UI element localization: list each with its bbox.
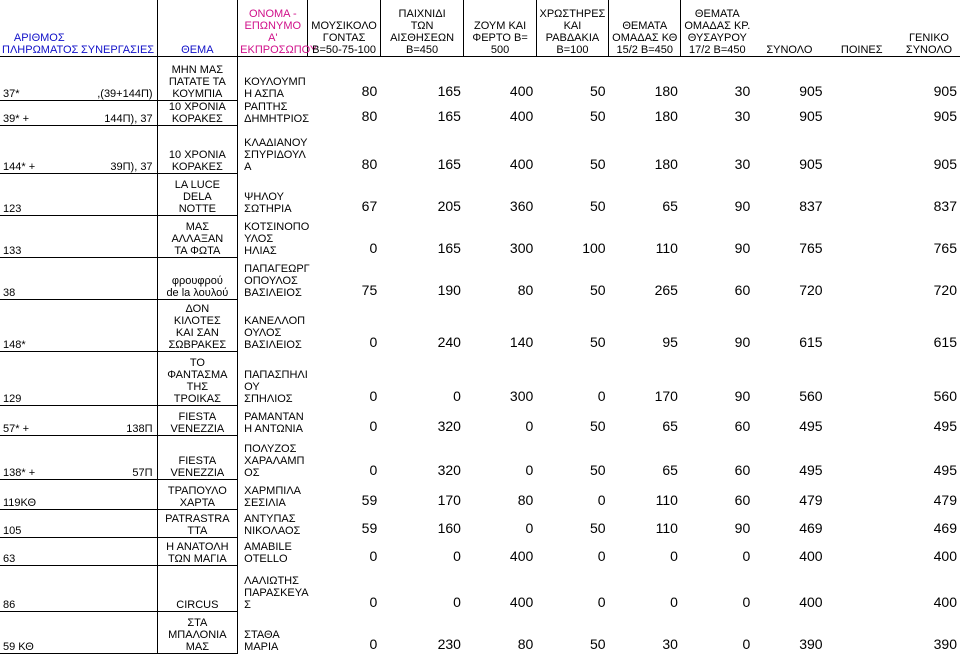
cell-themata-kth: 65: [662, 198, 678, 214]
cell-synergasies: [79, 299, 158, 351]
cell-themata-kth: 265: [654, 282, 678, 298]
cell-synergasies: [79, 351, 158, 405]
header-row: [0, 0, 960, 56]
cell-paixnidia: 165: [437, 83, 461, 99]
thema-line: PATRASTRA: [165, 512, 230, 525]
cell-paixnidia: 160: [437, 520, 461, 536]
thema-line: VENEZZIA: [170, 422, 225, 435]
onoma-line: ΑΝΤΥΠΑΣ: [244, 513, 296, 525]
cell-paixnidia: 230: [437, 636, 461, 652]
cell-thema: [157, 509, 238, 537]
thema-line: VENEZZIA: [170, 466, 225, 479]
cell-poines: [826, 537, 898, 565]
cell-mousikologontas: 0: [369, 548, 378, 564]
table-row: [0, 56, 960, 100]
cell-mousikologontas: 0: [369, 334, 378, 350]
cell-poines: [826, 125, 898, 173]
cell-themata-thysaurou: 90: [734, 388, 751, 404]
cell-zoum: 400: [509, 548, 534, 564]
table-row: [0, 611, 960, 653]
onoma-line: ΒΑΣΙΛΕΙΟΣ: [244, 287, 302, 299]
onoma-line: ΥΛΟΣ ΗΛΙΑΣ: [244, 233, 277, 257]
cell-xrwsthres: 50: [590, 83, 606, 99]
cell-thema: [157, 351, 238, 405]
thema-line: ΑΛΛΑΞΑΝ: [171, 232, 224, 245]
thema-line: 10 ΧΡΟΝΙΑ: [168, 148, 226, 161]
cell-mousikologontas: 0: [369, 462, 378, 478]
cell-onoma: [238, 611, 308, 653]
cell-arithmos: 123: [0, 173, 79, 215]
thema-line: ΤΡΟΙΚΑΣ: [173, 392, 221, 405]
onoma-line: ΧΑΡΜΠΙΛΑ: [244, 485, 302, 497]
thema-line: FIESTA: [178, 454, 217, 467]
thema-line: FIESTA: [178, 410, 217, 423]
cell-geniko-synolo: 905: [933, 108, 957, 124]
onoma-line: OTELLO: [244, 553, 288, 565]
cell-synergasies: [79, 537, 158, 565]
cell-synolo: 905: [799, 156, 823, 172]
cell-mousikologontas: 75: [361, 282, 378, 298]
thema-line: ΦΑΝΤΑΣΜΑ: [167, 368, 228, 381]
cell-mousikologontas: 0: [369, 594, 378, 610]
cell-zoum: 0: [525, 520, 534, 536]
cell-thema: [157, 100, 238, 125]
thema-line: DELA: [182, 190, 212, 203]
cell-zoum: 400: [509, 83, 534, 99]
cell-synolo: 390: [799, 636, 823, 652]
thema-line: ΜΑΣ: [185, 640, 210, 653]
cell-mousikologontas: 59: [361, 520, 378, 536]
cell-thema: [157, 56, 238, 100]
cell-synergasies: [79, 215, 158, 257]
onoma-line: ΟΥΛΟΣ: [244, 327, 282, 339]
header-geniko-synolo: ΓΕΝΙΚΟ ΣΥΝΟΛΟ: [898, 0, 960, 56]
onoma-line: ΚΑΝΕΛΛΟΠ: [244, 315, 306, 327]
cell-zoum: 400: [509, 108, 534, 124]
header-xrwsthres: ΧΡΩΣΤΗΡΕΣ ΚΑΙ ΡΑΒΔΑΚΙΑ Β=100: [536, 0, 608, 56]
cell-geniko-synolo: 720: [933, 282, 957, 298]
cell-poines: [826, 100, 898, 125]
cell-xrwsthres: 0: [597, 548, 606, 564]
cell-themata-thysaurou: 30: [734, 156, 751, 172]
cell-geniko-synolo: 400: [933, 548, 957, 564]
header-poines: ΠΟΙΝΕΣ: [826, 0, 898, 56]
table-row: [0, 215, 960, 257]
cell-xrwsthres: 0: [597, 388, 606, 404]
cell-xrwsthres: 50: [590, 108, 606, 124]
cell-paixnidia: 0: [453, 594, 461, 610]
thema-line: TTA: [187, 524, 208, 537]
cell-zoum: 80: [517, 282, 534, 298]
header-onoma: ΟΝΟΜΑ - ΕΠΩΝΥΜΟ Α' ΕΚΠΡΟΣΩΠΟΥ: [238, 0, 308, 56]
cell-synergasies: ,(39+144Π): [79, 56, 158, 100]
cell-synergasies: 144Π), 37: [79, 100, 158, 125]
table-row: [0, 565, 960, 611]
cell-synergasies: [79, 565, 158, 611]
cell-synolo: 560: [799, 388, 823, 404]
thema-line: ΤΑ ΦΩΤΑ: [174, 244, 221, 257]
cell-paixnidia: 165: [437, 108, 461, 124]
onoma-line: ΣΕΣΙΛΙΑ: [244, 497, 286, 509]
cell-geniko-synolo: 479: [933, 492, 957, 508]
cell-paixnidia: 165: [437, 156, 461, 172]
cell-themata-kth: 65: [662, 462, 678, 478]
thema-line: ΔΟΝ: [185, 302, 210, 315]
cell-onoma: [238, 299, 308, 351]
cell-mousikologontas: 67: [361, 198, 378, 214]
cell-themata-thysaurou: 60: [734, 492, 751, 508]
cell-geniko-synolo: 905: [933, 156, 957, 172]
onoma-line: ΟΥ: [244, 381, 260, 393]
cell-synergasies: [79, 173, 158, 215]
cell-themata-kth: 170: [654, 388, 678, 404]
cell-synolo: 720: [799, 282, 823, 298]
cell-themata-kth: 110: [655, 492, 678, 508]
onoma-line: ΡΑΜΑΝΤΑΝ: [244, 411, 304, 423]
onoma-line: ΠΑΡΑΣΚΕΥΑ: [244, 587, 309, 599]
cell-mousikologontas: 0: [369, 636, 378, 652]
header-paixnidia: ΠΑΙΧΝΙΔΙ ΤΩΝ ΑΙΣΘΗΣΕΩΝ Β=450: [380, 0, 464, 56]
table-row: [0, 537, 960, 565]
cell-onoma: [238, 100, 308, 125]
cell-poines: [826, 215, 898, 257]
cell-arithmos: 144* +: [0, 125, 79, 173]
cell-synergasies: 57Π: [79, 435, 158, 479]
header-mousikologontas: ΜΟΥΣΙΚΟΛΟ ΓΟΝΤΑΣ Β=50-75-100: [308, 0, 380, 56]
thema-line: ΜΠΑΛΟΝΙΑ: [168, 628, 227, 641]
onoma-line: ΣΠΥΡΙΔΟΥΛ: [244, 149, 306, 161]
onoma-line: ΠΑΠΑΣΠΗΛΙ: [244, 369, 308, 381]
cell-arithmos: 133: [0, 215, 79, 257]
cell-themata-kth: 0: [670, 594, 678, 610]
cell-themata-kth: 30: [662, 636, 678, 652]
cell-themata-kth: 180: [654, 83, 678, 99]
cell-synergasies: [79, 509, 158, 537]
thema-line: de la λουλού: [166, 286, 229, 299]
cell-thema: [157, 405, 238, 435]
cell-xrwsthres: 50: [590, 636, 606, 652]
cell-xrwsthres: 50: [590, 334, 606, 350]
table-row: [0, 435, 960, 479]
cell-mousikologontas: 80: [361, 108, 378, 124]
onoma-line: ΚΟΥΛΟΥΜΠ: [244, 76, 306, 88]
cell-onoma: [238, 56, 308, 100]
cell-paixnidia: 0: [453, 388, 461, 404]
cell-themata-thysaurou: 90: [734, 240, 751, 256]
cell-onoma: [238, 479, 308, 509]
cell-themata-thysaurou: 0: [742, 594, 751, 610]
cell-themata-kth: 95: [662, 334, 678, 350]
header-arithmos: ΑΡΙΘΜΟΣ ΠΛΗΡΩΜΑΤΟΣ: [0, 0, 79, 56]
cell-geniko-synolo: 495: [933, 462, 957, 478]
cell-geniko-synolo: 560: [933, 388, 957, 404]
cell-zoum: 360: [509, 198, 534, 214]
cell-paixnidia: 170: [437, 492, 461, 508]
thema-line: ΤΟ: [189, 356, 205, 369]
cell-poines: [826, 611, 898, 653]
thema-line: ΚΟΥΜΠΙΑ: [172, 87, 223, 100]
thema-line: ΚΟΡΑΚΕΣ: [171, 112, 223, 125]
header-themata-thysaurou: ΘΕΜΑΤΑ ΟΜΑΔΑΣ ΚΡ. ΘΥΣΑΥΡΟΥ 17/2 Β=450: [681, 0, 753, 56]
cell-zoum: 400: [509, 594, 534, 610]
table-row: [0, 125, 960, 173]
table-row: [0, 173, 960, 215]
cell-arithmos: 57* +: [0, 405, 79, 435]
cell-onoma: [238, 257, 308, 299]
onoma-line: ΧΑΡΑΛΑΜΠ: [244, 455, 305, 467]
cell-geniko-synolo: 837: [933, 198, 957, 214]
cell-arithmos: 119ΚΘ: [0, 479, 79, 509]
header-thema: ΘΕΜΑ: [157, 0, 238, 56]
cell-thema: [157, 435, 238, 479]
table-row: [0, 299, 960, 351]
cell-arithmos: 129: [0, 351, 79, 405]
cell-mousikologontas: 0: [369, 388, 378, 404]
cell-zoum: 400: [509, 156, 534, 172]
cell-xrwsthres: 50: [590, 418, 606, 434]
onoma-line: AMABILE: [244, 541, 292, 553]
cell-arithmos: 37*: [0, 56, 79, 100]
table-row: [0, 405, 960, 435]
cell-themata-thysaurou: 90: [734, 520, 751, 536]
onoma-line: Η ΑΣΠΑ: [244, 88, 284, 100]
cell-onoma: [238, 565, 308, 611]
thema-line: ΜΗΝ ΜΑΣ: [171, 63, 224, 76]
onoma-line: ΣΠΗΛΙΟΣ: [244, 393, 293, 405]
cell-thema: [157, 173, 238, 215]
cell-zoum: 80: [517, 636, 534, 652]
cell-onoma: [238, 351, 308, 405]
cell-geniko-synolo: 390: [933, 636, 957, 652]
cell-synolo: 905: [799, 83, 823, 99]
cell-synolo: 615: [799, 334, 823, 350]
onoma-line: ΒΑΣΙΛΕΙΟΣ: [244, 339, 302, 351]
cell-themata-thysaurou: 30: [734, 83, 751, 99]
cell-thema: [157, 257, 238, 299]
cell-mousikologontas: 0: [369, 418, 378, 434]
cell-themata-kth: 180: [654, 108, 678, 124]
cell-onoma: [238, 537, 308, 565]
thema-line: 10 ΧΡΟΝΙΑ: [168, 100, 226, 113]
cell-xrwsthres: 100: [582, 240, 606, 256]
cell-paixnidia: 190: [437, 282, 461, 298]
cell-synolo: 905: [799, 108, 823, 124]
cell-zoum: 0: [525, 462, 534, 478]
thema-line: ΣΩΒΡΑΚΕΣ: [168, 338, 227, 351]
cell-themata-thysaurou: 90: [734, 198, 751, 214]
cell-synergasies: [79, 479, 158, 509]
onoma-line: ΜΑΡΙΑ: [244, 641, 279, 653]
cell-thema: [157, 611, 238, 653]
cell-themata-kth: 110: [655, 240, 678, 256]
header-synergasies: ΣΥΝΕΡΓΑΣΙΕΣ: [79, 0, 158, 56]
thema-line: ΤΡΑΠΟΥΛΟ: [167, 484, 227, 497]
cell-themata-thysaurou: 90: [734, 334, 751, 350]
cell-thema: [157, 215, 238, 257]
cell-xrwsthres: 50: [590, 282, 606, 298]
cell-poines: [826, 565, 898, 611]
onoma-line: ΣΤΑΘΑ: [244, 629, 280, 641]
cell-arithmos: 38: [0, 257, 79, 299]
cell-paixnidia: 240: [437, 334, 461, 350]
cell-themata-thysaurou: 60: [734, 418, 751, 434]
onoma-line: ΚΟΤΣΙΝΟΠΟ: [244, 221, 310, 233]
cell-onoma: [238, 173, 308, 215]
cell-mousikologontas: 80: [361, 156, 378, 172]
thema-line: CIRCUS: [176, 598, 219, 611]
onoma-line: ΠΟΛΥΖΟΣ: [244, 443, 297, 455]
cell-arithmos: 148*: [0, 299, 79, 351]
onoma-line: ΟΠΟΥΛΟΣ: [244, 275, 298, 287]
cell-geniko-synolo: 400: [933, 594, 957, 610]
cell-themata-kth: 180: [654, 156, 678, 172]
cell-onoma: [238, 509, 308, 537]
thema-line: ΜΑΣ: [185, 220, 210, 233]
table-row: [0, 257, 960, 299]
cell-synolo: 400: [799, 548, 823, 564]
thema-line: LA LUCE: [174, 178, 220, 191]
cell-geniko-synolo: 495: [933, 418, 957, 434]
cell-thema: [157, 479, 238, 509]
cell-synolo: 469: [799, 520, 823, 536]
onoma-line: Α: [244, 161, 252, 173]
cell-mousikologontas: 0: [369, 240, 378, 256]
thema-line: ΣΤΑ: [187, 616, 208, 629]
cell-zoum: 300: [509, 240, 534, 256]
cell-synergasies: [79, 611, 158, 653]
cell-themata-kth: 65: [662, 418, 678, 434]
thema-line: ΚΟΡΑΚΕΣ: [171, 160, 223, 173]
table-row: [0, 509, 960, 537]
onoma-line: ΔΗΜΗΤΡΙΟΣ: [244, 113, 310, 125]
cell-geniko-synolo: 469: [933, 520, 957, 536]
onoma-line: Η ΑΝΤΩΝΙΑ: [244, 423, 303, 435]
cell-thema: [157, 299, 238, 351]
cell-zoum: 140: [509, 334, 534, 350]
cell-poines: [826, 299, 898, 351]
cell-themata-thysaurou: 30: [734, 108, 751, 124]
onoma-line: ΟΣ: [244, 467, 260, 479]
cell-zoum: 80: [517, 492, 534, 508]
cell-synergasies: 39Π), 37: [79, 125, 158, 173]
cell-thema: [157, 565, 238, 611]
cell-onoma: [238, 405, 308, 435]
thema-line: ΚΙΛΟΤΕΣ: [173, 314, 221, 327]
cell-paixnidia: 205: [437, 198, 461, 214]
table-row: [0, 479, 960, 509]
cell-poines: [826, 509, 898, 537]
cell-poines: [826, 479, 898, 509]
cell-onoma: [238, 435, 308, 479]
cell-poines: [826, 351, 898, 405]
cell-synolo: 400: [799, 594, 823, 610]
thema-line: ΧΑΡΤΑ: [179, 496, 215, 509]
thema-line: ΠΑΤΑΤΕ ΤΑ: [168, 75, 226, 88]
cell-arithmos: 39* +: [0, 100, 79, 125]
header-themata-kth: ΘΕΜΑΤΑ ΟΜΑΔΑΣ ΚΘ 15/2 Β=450: [609, 0, 681, 56]
cell-zoum: 0: [525, 418, 534, 434]
cell-poines: [826, 405, 898, 435]
cell-xrwsthres: 50: [590, 156, 606, 172]
onoma-line: ΚΛΑΔΙΑΝΟΥ: [244, 137, 308, 149]
cell-paixnidia: 165: [437, 240, 461, 256]
thema-line: NOTTE: [178, 202, 216, 215]
header-synolo: ΣΥΝΟΛΟ: [753, 0, 825, 56]
thema-line: ΚΑΙ ΣΑΝ: [175, 326, 219, 339]
cell-themata-thysaurou: 60: [734, 282, 751, 298]
onoma-line: ΣΩΤΗΡΙΑ: [244, 203, 292, 215]
thema-line: φρουφρού: [171, 274, 223, 287]
cell-poines: [826, 435, 898, 479]
onoma-line: ΡΑΠΤΗΣ: [244, 101, 288, 113]
cell-paixnidia: 0: [453, 548, 461, 564]
thema-line: ΤΗΣ: [186, 380, 209, 393]
cell-xrwsthres: 0: [597, 492, 606, 508]
cell-poines: [826, 257, 898, 299]
onoma-line: ΠΑΠΑΓΕΩΡΓ: [244, 263, 310, 275]
cell-arithmos: 59 ΚΘ: [0, 611, 79, 653]
onoma-line: ΨΗΛΟΥ: [244, 191, 284, 203]
cell-paixnidia: 320: [437, 418, 461, 434]
cell-xrwsthres: 50: [590, 520, 606, 536]
cell-mousikologontas: 59: [361, 492, 378, 508]
onoma-line: ΝΙΚΟΛΑΟΣ: [244, 525, 301, 537]
cell-poines: [826, 173, 898, 215]
cell-themata-thysaurou: 0: [742, 636, 751, 652]
cell-xrwsthres: 0: [597, 594, 606, 610]
cell-arithmos: 63: [0, 537, 79, 565]
cell-thema: [157, 537, 238, 565]
cell-geniko-synolo: 905: [933, 83, 957, 99]
header-zoum: ΖΟΥΜ ΚΑΙ ΦΕΡΤΟ Β= 500: [464, 0, 536, 56]
cell-synolo: 765: [799, 240, 823, 256]
cell-geniko-synolo: 615: [933, 334, 957, 350]
cell-onoma: [238, 125, 308, 173]
cell-poines: [826, 56, 898, 100]
cell-geniko-synolo: 765: [933, 240, 957, 256]
onoma-line: ΛΑΛΙΩΤΗΣ: [244, 575, 299, 587]
cell-onoma: [238, 215, 308, 257]
cell-synolo: 837: [799, 198, 823, 214]
cell-synergasies: 138Π: [79, 405, 158, 435]
cell-mousikologontas: 80: [361, 83, 378, 99]
cell-synolo: 495: [799, 418, 823, 434]
cell-themata-kth: 110: [655, 520, 678, 536]
cell-synergasies: [79, 257, 158, 299]
cell-arithmos: 105: [0, 509, 79, 537]
cell-arithmos: 138* +: [0, 435, 79, 479]
cell-themata-kth: 0: [670, 548, 678, 564]
cell-synolo: 495: [799, 462, 823, 478]
cell-themata-thysaurou: 60: [734, 462, 751, 478]
onoma-line: Σ: [244, 599, 251, 611]
cell-xrwsthres: 50: [590, 462, 606, 478]
cell-arithmos: 86: [0, 565, 79, 611]
cell-synolo: 479: [799, 492, 823, 508]
cell-xrwsthres: 50: [590, 198, 606, 214]
cell-zoum: 300: [509, 388, 534, 404]
thema-line: ΤΩΝ ΜΑΓΙΑ: [168, 552, 227, 565]
thema-line: Η ΑΝΑΤΟΛΗ: [166, 540, 229, 553]
cell-themata-thysaurou: 0: [742, 548, 751, 564]
cell-paixnidia: 320: [437, 462, 461, 478]
table-row: [0, 351, 960, 405]
cell-thema: [157, 125, 238, 173]
table-row: [0, 100, 960, 125]
